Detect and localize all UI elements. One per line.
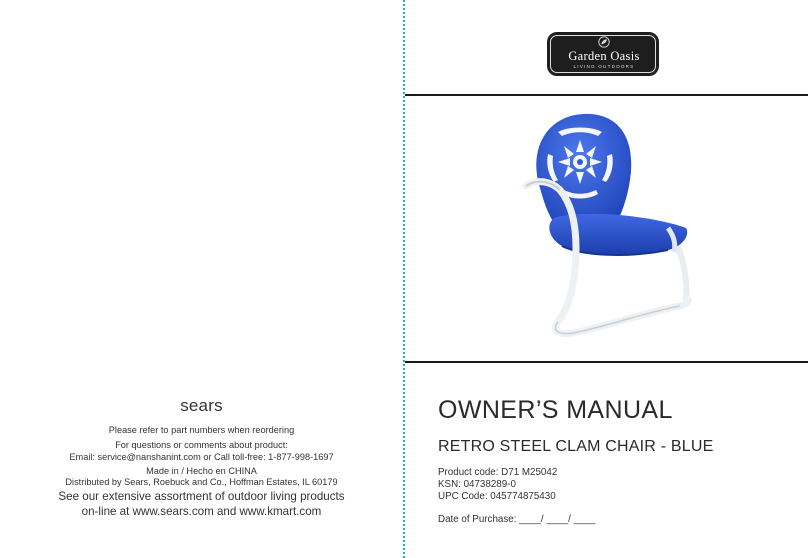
brand-tagline: LIVING OUTDOORS: [573, 64, 635, 69]
leaf-emblem-icon: [598, 36, 610, 48]
upc-code: UPC Code: 045774875430: [438, 491, 556, 502]
chair-photo: [518, 110, 698, 350]
sears-logo: sears: [180, 396, 223, 415]
ksn: KSN: 04738289-0: [438, 479, 516, 490]
manual-title: OWNER’S MANUAL: [438, 396, 673, 424]
contact-line: Email: service@nanshanint.com or Call toll-free: 1-877-998-1697: [69, 452, 334, 462]
distributor-line: Distributed by Sears, Roebuck and Co., Hoffman Estates, IL 60179: [65, 477, 338, 487]
questions-note: For questions or comments about product:: [115, 440, 288, 450]
bottom-divider: [405, 361, 808, 363]
brand-name: Garden Oasis: [568, 49, 640, 63]
top-divider: [405, 94, 808, 96]
back-cover-panel: [0, 0, 403, 558]
date-of-purchase: Date of Purchase: ____/ ____/ ____: [438, 514, 596, 525]
garden-oasis-logo: [547, 32, 659, 76]
made-in-line: Made in / Hecho en CHINA: [146, 466, 257, 476]
promo-line-1: See our extensive assortment of outdoor living products: [58, 490, 345, 503]
product-code: Product code: D71 M25042: [438, 467, 558, 478]
promo-line-2: on-line at www.sears.com and www.kmart.com: [81, 505, 322, 518]
reorder-note: Please refer to part numbers when reordering: [108, 425, 295, 435]
fold-line: [403, 0, 405, 558]
product-name: RETRO STEEL CLAM CHAIR - BLUE: [438, 438, 714, 455]
